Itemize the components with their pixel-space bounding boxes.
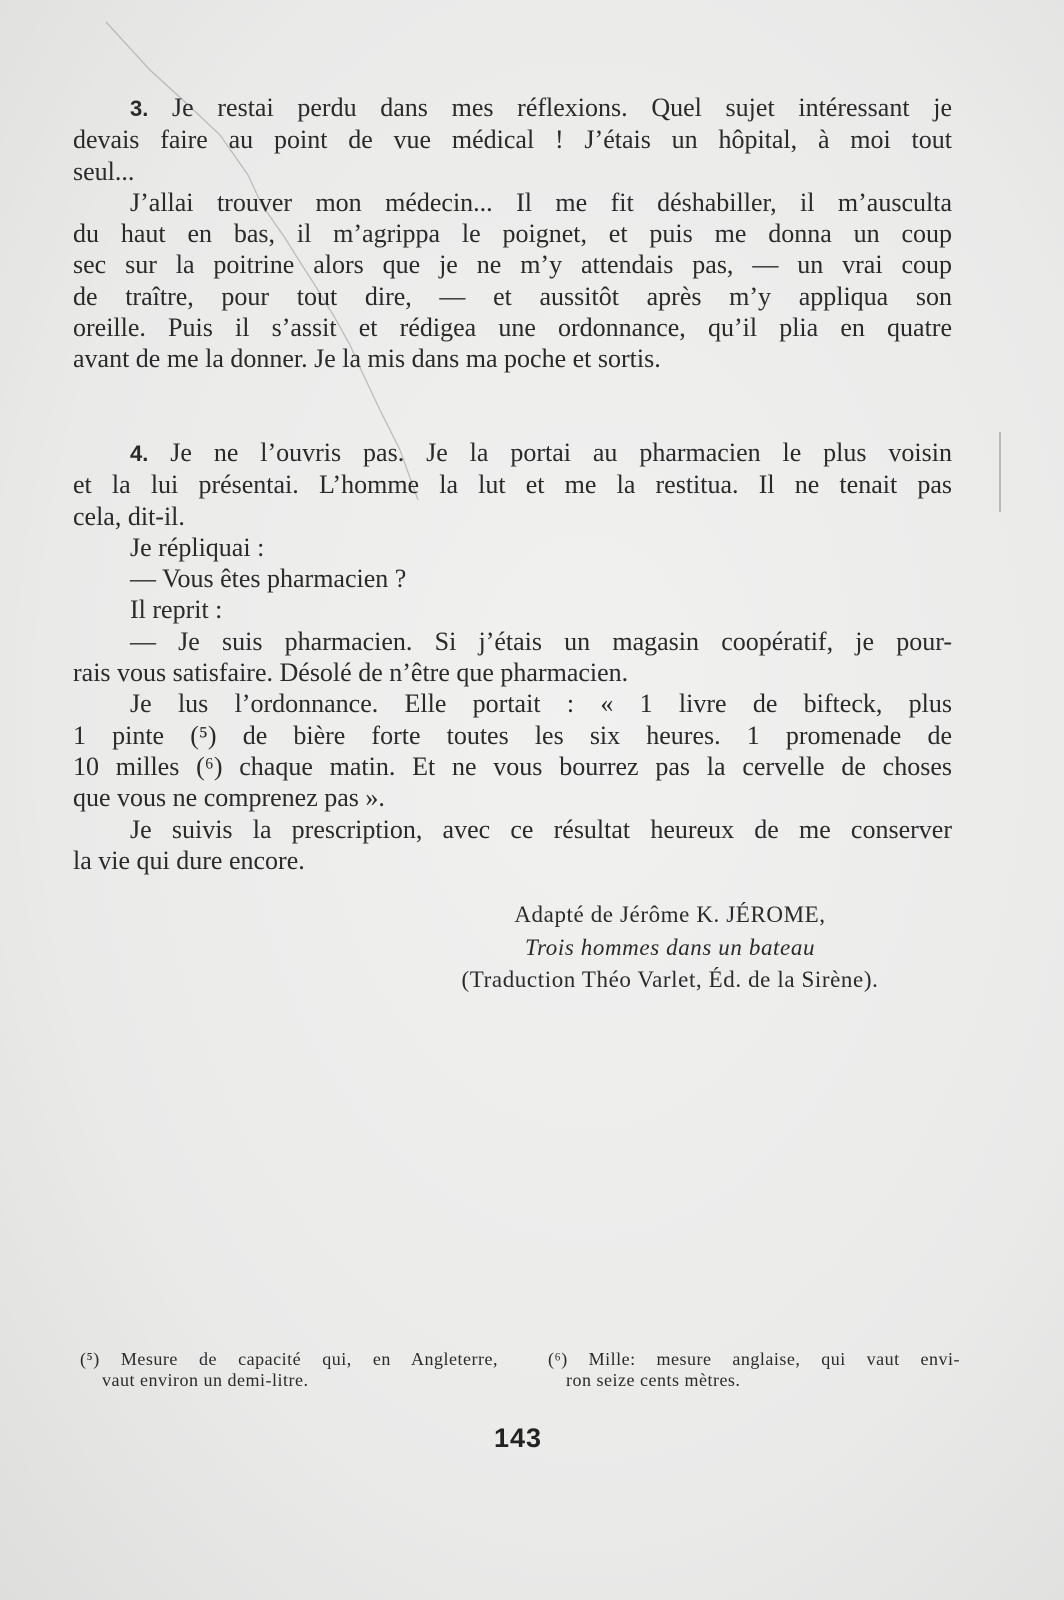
footnote-marker: (⁵) [80, 1349, 100, 1369]
text-line [73, 156, 952, 187]
footnote-line [548, 1370, 960, 1391]
line-text: Je ne l’ouvris pas. Je la portai au pharmacien le plus voisin [170, 438, 952, 467]
page-number: 143 [493, 1423, 543, 1453]
line-text: seul... [73, 156, 135, 186]
text-line [73, 437, 952, 469]
text-line [73, 124, 952, 155]
line-text: Je répliquai : [130, 532, 265, 562]
book-title: Trois hommes dans un bateau [524, 934, 816, 960]
footnote-line [80, 1370, 498, 1391]
footnote-marker: (⁶) [548, 1349, 568, 1369]
text-line [73, 469, 952, 500]
line-text: rais vous satisfaire. Désolé de n’être que pharmacien. [73, 658, 629, 688]
attribution [400, 899, 940, 997]
text-line [73, 657, 952, 688]
line-text: que vous ne comprenez pas ». [73, 783, 385, 813]
paragraph [73, 814, 952, 877]
text-line [73, 720, 952, 751]
line-text: devais faire au point de vue médical ! J’étais un hôpital, à moi tout [73, 125, 952, 155]
line-text: du haut en bas, il m’agrippa le poignet, et puis me donna un coup [73, 219, 952, 249]
text-line [73, 312, 952, 343]
line-text: 1 pinte (⁵) de bière forte toutes les six heures. 1 promenade de [73, 720, 952, 750]
text-line [73, 594, 952, 625]
line-text: et la lui présentai. L’homme la lut et me la restitua. Il ne tenait pas [73, 470, 952, 500]
author-credit: Adapté de Jérôme K. JÉROME, [514, 902, 826, 927]
line-text: cela, dit-il. [73, 501, 185, 531]
text-line [73, 343, 952, 374]
text-line [73, 782, 952, 813]
paragraph [73, 626, 952, 689]
text-line [73, 281, 952, 312]
line-text: Il reprit : [130, 595, 223, 625]
text-line [73, 845, 952, 876]
translation-credit: (Traduction Théo Varlet, Éd. de la Sirène). [461, 967, 879, 992]
line-text: Je restai perdu dans mes réflexions. Quel sujet intéressant je [172, 93, 952, 122]
footnote-text: vaut environ un demi-litre. [102, 1370, 309, 1390]
line-text: la vie qui dure encore. [73, 845, 305, 875]
section-number: 3. [130, 96, 149, 121]
text-line [73, 187, 952, 218]
text-line [73, 532, 952, 563]
text-line [73, 563, 952, 594]
text-line [73, 218, 952, 249]
footnote-text: Mesure de capacité qui, en Angleterre, [120, 1349, 499, 1369]
line-text: oreille. Puis il s’assit et rédigea une ordonnance, qu’il plia en quatre [73, 313, 952, 343]
paragraph [73, 563, 952, 594]
text-line [73, 688, 952, 719]
text-line [73, 751, 952, 782]
paragraph [73, 532, 952, 563]
text-line [73, 814, 952, 845]
footnote-line [548, 1349, 960, 1370]
text-section [73, 437, 952, 876]
text-section [73, 92, 952, 375]
paragraph [73, 437, 952, 532]
paragraph [73, 92, 952, 187]
text-line [73, 92, 952, 124]
line-text: sec sur la poitrine alors que je ne m’y attendais pas, — un vrai coup [73, 250, 952, 280]
text-line [73, 249, 952, 280]
footnote-line [80, 1349, 498, 1370]
line-text: de traître, pour tout dire, — et aussitôt après m’y appliqua son [73, 281, 952, 311]
line-text: — Vous êtes pharmacien ? [130, 564, 407, 594]
line-text: Je suivis la prescription, avec ce résultat heureux de me conserver [130, 814, 952, 844]
footnote-text: ron seize cents mètres. [566, 1370, 741, 1390]
text-line [73, 626, 952, 657]
footnote-5 [80, 1349, 498, 1391]
line-text: avant de me la donner. Je la mis dans ma poche et sortis. [73, 344, 661, 374]
paragraph [73, 187, 952, 375]
footnote-6 [548, 1349, 960, 1391]
text-line [73, 501, 952, 532]
paragraph [73, 688, 952, 813]
section-number: 4. [130, 441, 149, 466]
line-text: Je lus l’ordonnance. Elle portait : « 1 livre de bifteck, plus [130, 689, 952, 719]
paragraph [73, 594, 952, 625]
line-text: 10 milles (⁶) chaque matin. Et ne vous bourrez pas la cervelle de choses [73, 751, 952, 781]
line-text: J’allai trouver mon médecin... Il me fit déshabiller, il m’ausculta [130, 187, 952, 217]
footnote-text: Mille: mesure anglaise, qui vaut envi- [588, 1349, 960, 1369]
line-text: — Je suis pharmacien. Si j’étais un magasin coopératif, je pour- [130, 626, 952, 656]
